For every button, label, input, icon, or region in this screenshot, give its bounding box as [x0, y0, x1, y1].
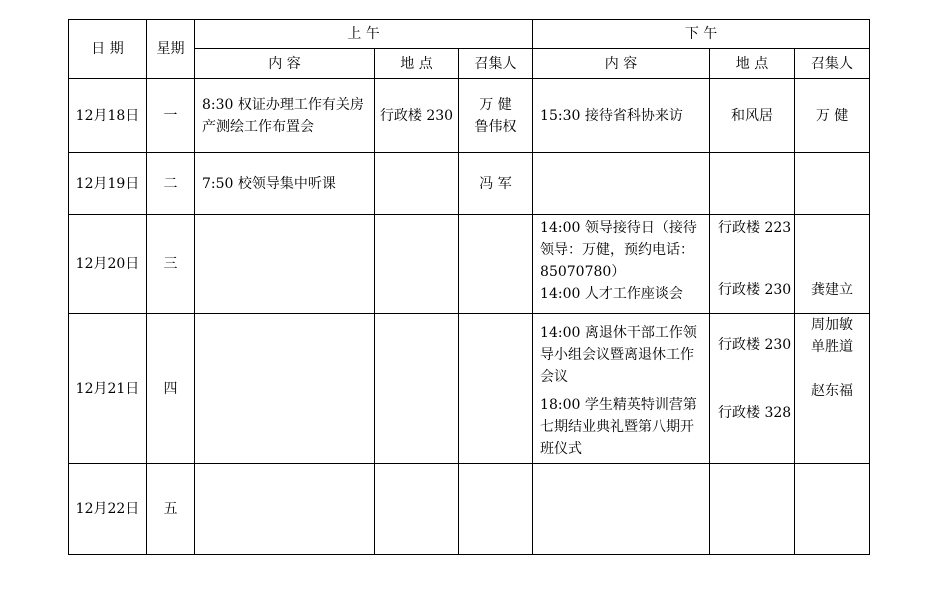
table-row [69, 464, 870, 555]
date-cell: 12月19日 [69, 153, 147, 215]
pm-location-cell [710, 215, 795, 314]
weekday-cell: 一 [147, 79, 195, 153]
table-row [69, 314, 870, 464]
date-cell: 12月20日 [69, 215, 147, 314]
location-text: 行政楼 230 [718, 337, 792, 353]
header-am-convener: 召集人 [459, 49, 533, 79]
am-convener-cell [459, 215, 533, 314]
pm-location-cell [710, 464, 795, 555]
am-location-cell [375, 215, 459, 314]
convener-name: 周加敏 [811, 317, 854, 333]
event-text: 15:30 接待省科协来访 [540, 107, 683, 124]
pm-location-cell [710, 314, 795, 464]
am-location-cell [375, 314, 459, 464]
convener-name: 万 健 [815, 107, 849, 124]
event-text: 7:50 校领导集中听课 [202, 175, 336, 192]
am-location-cell [375, 153, 459, 215]
pm-convener-cell [795, 464, 870, 555]
date-cell: 12月22日 [69, 464, 147, 555]
header-date: 日 期 [69, 20, 147, 79]
pm-location-cell [710, 153, 795, 215]
location-text: 行政楼 223 [718, 220, 792, 236]
pm-location-cell [710, 79, 795, 153]
table-row [69, 215, 870, 314]
date-cell: 12月21日 [69, 314, 147, 464]
location-text: 和风居 [731, 107, 774, 124]
pm-convener-cell [795, 314, 870, 464]
weekday-cell: 四 [147, 314, 195, 464]
am-content-cell [195, 215, 375, 314]
header-am-location: 地 点 [375, 49, 459, 79]
am-location-cell: 行政楼 230 [375, 79, 459, 153]
header-am-content: 内 容 [195, 49, 375, 79]
pm-convener-cell [795, 153, 870, 215]
convener-name: 冯 军 [479, 175, 512, 192]
event-text: 14:00 领导接待日（接待领导：万健，预约电话：85070780） [540, 220, 697, 280]
weekday-cell: 三 [147, 215, 195, 314]
header-afternoon: 下 午 [533, 20, 870, 49]
convener-name: 单胜道 [811, 339, 854, 355]
header-pm-location: 地 点 [710, 49, 795, 79]
am-content-cell [195, 314, 375, 464]
weekly-schedule-table [68, 19, 870, 555]
header-morning: 上 午 [195, 20, 533, 49]
header-row-top [69, 20, 870, 49]
table-row [69, 79, 870, 153]
weekday-cell: 二 [147, 153, 195, 215]
event-text: 14:00 离退休干部工作领导小组会议暨离退休工作会议 [540, 325, 697, 385]
pm-content-cell [533, 464, 710, 555]
pm-content-cell [533, 153, 710, 215]
convener-name: 龚建立 [811, 282, 854, 298]
event-text: 14:00 人才工作座谈会 [540, 286, 683, 302]
table-row [69, 153, 870, 215]
pm-convener-cell [795, 215, 870, 314]
event-text: 8:30 权证办理工作有关房产测绘工作布置会 [202, 96, 364, 135]
pm-content-cell [533, 314, 710, 464]
convener-name: 万 健 [479, 96, 512, 113]
event-text: 18:00 学生精英特训营第七期结业典礼暨第八期开班仪式 [540, 397, 697, 457]
am-content-cell [195, 79, 375, 153]
am-convener-cell [459, 153, 533, 215]
am-convener-cell [459, 314, 533, 464]
pm-convener-cell [795, 79, 870, 153]
am-convener-cell [459, 79, 533, 153]
pm-content-cell [533, 79, 710, 153]
header-pm-content: 内 容 [533, 49, 710, 79]
pm-content-cell [533, 215, 710, 314]
convener-name: 鲁伟权 [474, 118, 517, 135]
header-pm-convener: 召集人 [795, 49, 870, 79]
convener-name: 赵东福 [811, 383, 854, 399]
location-text: 行政楼 230 [718, 282, 792, 298]
am-location-cell [375, 464, 459, 555]
location-text: 行政楼 328 [718, 405, 792, 421]
weekday-cell: 五 [147, 464, 195, 555]
am-content-cell [195, 464, 375, 555]
am-content-cell [195, 153, 375, 215]
date-cell: 12月18日 [69, 79, 147, 153]
am-convener-cell [459, 464, 533, 555]
header-weekday: 星期 [147, 20, 195, 79]
